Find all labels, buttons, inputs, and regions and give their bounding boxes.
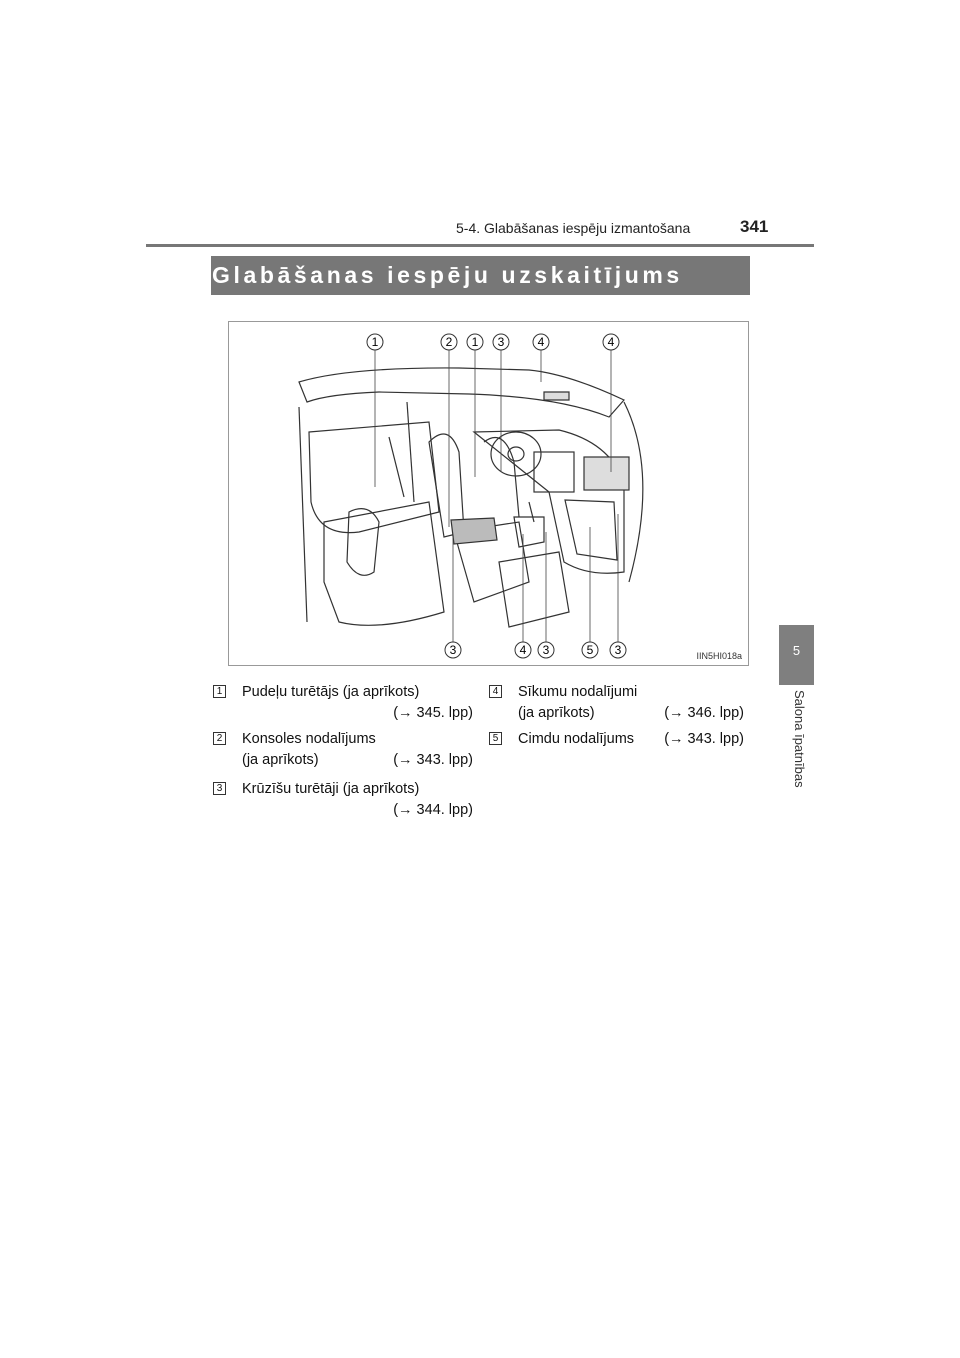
item-subtitle: (ja aprīkots)	[242, 752, 319, 768]
list-item	[489, 682, 744, 726]
callout-label: 3	[497, 335, 505, 349]
page-reference-link[interactable]: (→ 343. lpp)	[393, 752, 473, 768]
section-title: Glabāšanas iespēju uzskaitījums	[212, 262, 683, 288]
item-title: Pudeļu turētājs (ja aprīkots)	[242, 684, 420, 700]
callout-1	[367, 334, 383, 350]
bottom-callouts	[445, 642, 626, 658]
page-reference-link[interactable]: (→ 344. lpp)	[393, 802, 473, 818]
callout-7	[445, 642, 461, 658]
car-interior-illustration	[229, 322, 750, 667]
callout-10	[582, 642, 598, 658]
callout-label: 4	[607, 335, 615, 349]
list-item	[213, 682, 473, 726]
list-item	[213, 779, 473, 823]
callout-4	[493, 334, 509, 350]
item-title: Sīkumu nodalījumi	[518, 684, 638, 700]
interior-drawing	[299, 368, 643, 627]
callout-label: 3	[542, 643, 550, 657]
list-item	[213, 729, 473, 773]
callout-label: 1	[371, 335, 379, 349]
item-number: 1	[213, 685, 226, 698]
page-reference-link[interactable]: (→ 343. lpp)	[664, 731, 744, 747]
callout-5	[533, 334, 549, 350]
top-callouts	[367, 334, 619, 350]
callout-2	[441, 334, 457, 350]
page-reference-link[interactable]: (→ 345. lpp)	[393, 705, 473, 721]
item-number: 5	[489, 732, 502, 745]
callout-label: 4	[519, 643, 527, 657]
callout-label: 2	[445, 335, 453, 349]
page-number: 341	[740, 217, 769, 236]
callout-11	[610, 642, 626, 658]
item-title: Krūzīšu turētāji (ja aprīkots)	[242, 781, 420, 797]
callout-8	[515, 642, 531, 658]
callout-6	[603, 334, 619, 350]
item-number: 4	[489, 685, 502, 698]
interior-figure	[228, 321, 749, 666]
page-reference-link[interactable]: (→ 346. lpp)	[664, 705, 744, 721]
chapter-header: 5-4. Glabāšanas iespēju izmantošana	[456, 220, 691, 236]
chapter-tab[interactable]: 5	[779, 625, 814, 685]
callout-9	[538, 642, 554, 658]
header-rule	[146, 244, 814, 247]
callout-label: 5	[586, 643, 594, 657]
chapter-tab-label: Salona īpatnības	[792, 690, 807, 788]
callout-label: 4	[537, 335, 545, 349]
item-number: 3	[213, 782, 226, 795]
callout-label: 3	[614, 643, 622, 657]
callout-label: 1	[471, 335, 479, 349]
item-number: 2	[213, 732, 226, 745]
item-subtitle: (ja aprīkots)	[518, 705, 595, 721]
list-item	[489, 729, 744, 751]
item-title: Cimdu nodalījums	[518, 731, 635, 747]
callout-3	[467, 334, 483, 350]
callout-label: 3	[449, 643, 457, 657]
figure-code: IIN5HI018a	[696, 651, 742, 661]
item-title: Konsoles nodalījums	[242, 731, 376, 747]
